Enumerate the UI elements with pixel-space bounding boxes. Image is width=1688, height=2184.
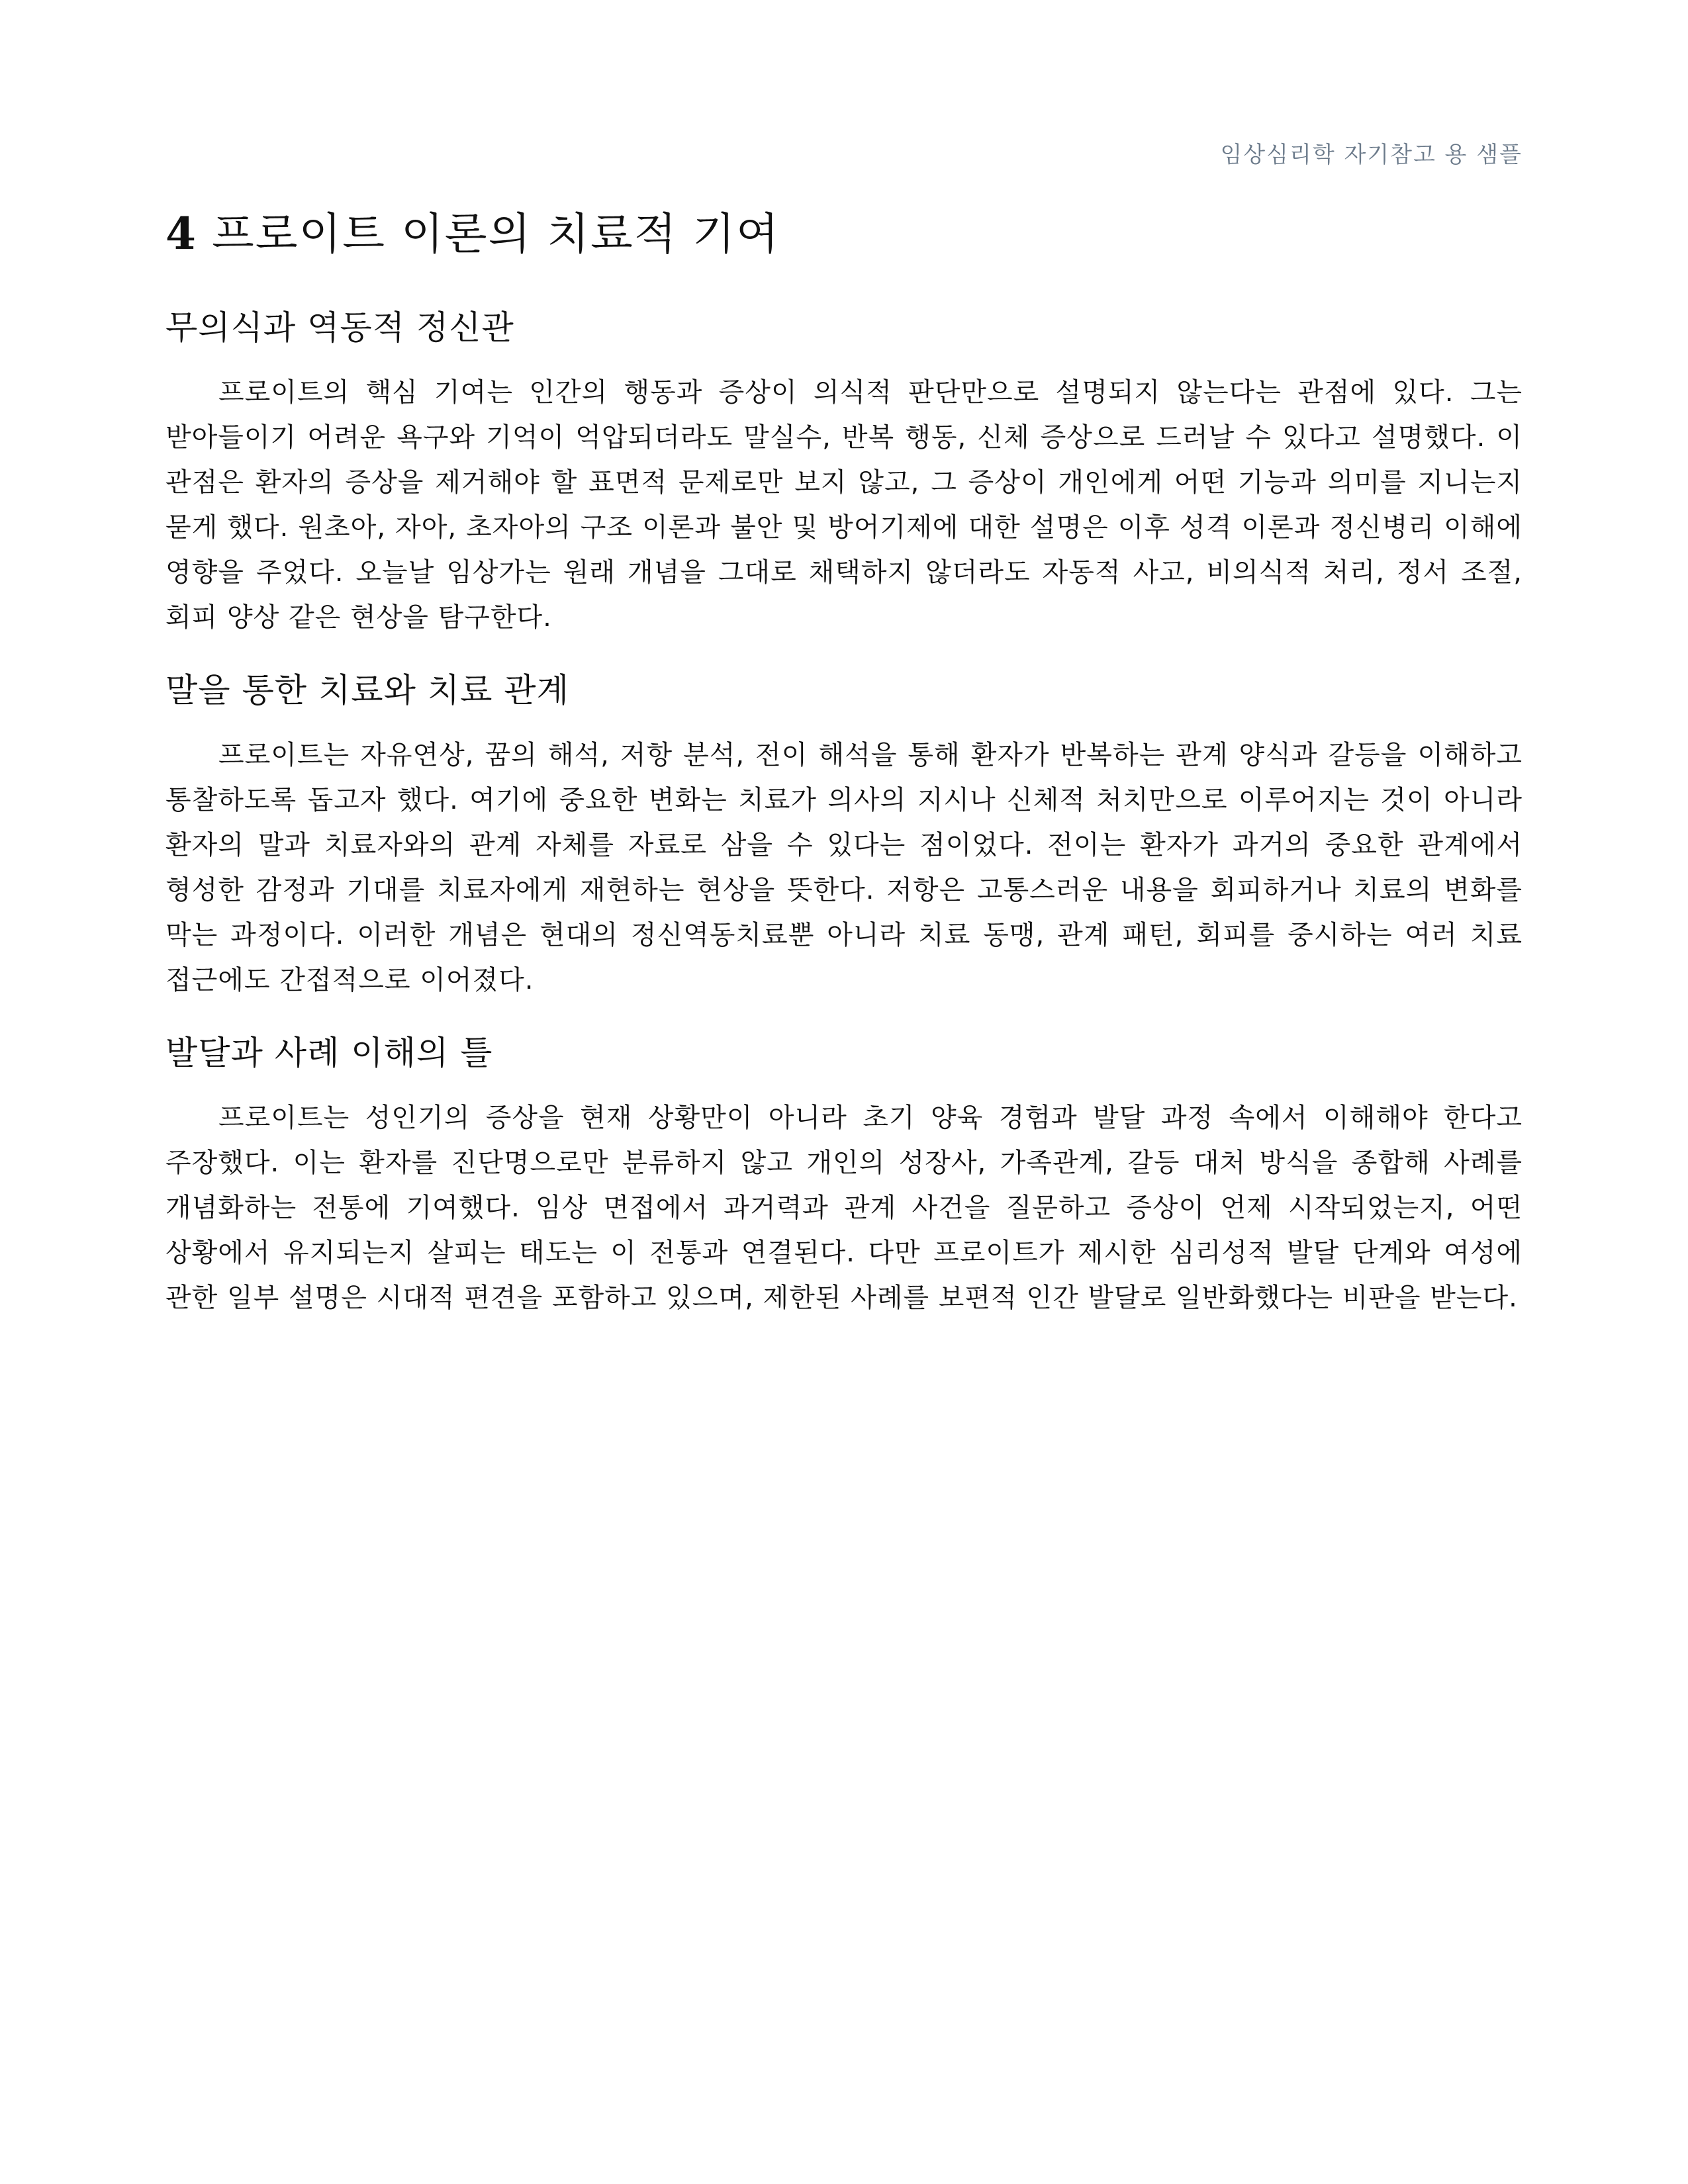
- chapter-title-text: 프로이트 이론의 치료적 기여: [211, 208, 780, 259]
- section-heading-talk-therapy: 말을 통한 치료와 치료 관계: [165, 671, 569, 709]
- section-heading-development: 발달과 사례 이해의 틀: [165, 1034, 493, 1072]
- section-paragraph-talk-therapy: 프로이트는 자유연상, 꿈의 해석, 저항 분석, 전이 해석을 통해 환자가 반복하는 관계 양식과 갈등을 이해하고 통찰하도록 돕고자 했다. 여기에 중요한 변화는 치료가 의사의 지시나 신체적 처치만으로 이루어지는 것이 아니라 환자의 말과 치료자와의 관계 자체를 자료로 삼을 수 있다는 점이었다. 전이는 환자가 과거의 중요한 관계에서 형성한 감정과 기대를 치료자에게 재현하는 현상을 뜻한다. 저항은 고통스러운 내용을 회피하거나 치료의 변화를 막는 과정이다. 이러한 개념은 현대의 정신역동치료뿐 아니라 치료 동맹, 관계 패턴, 회피를 중시하는 여러 치료 접근에도 간접적으로 이어졌다.: [165, 740, 1523, 995]
- section-paragraph-development: 프로이트는 성인기의 증상을 현재 상황만이 아니라 초기 양육 경험과 발달 과정 속에서 이해해야 한다고 주장했다. 이는 환자를 진단명으로만 분류하지 않고 개인의 성장사, 가족관계, 갈등 대처 방식을 종합해 사례를 개념화하는 전통에 기여했다. 임상 면접에서 과거력과 관계 사건을 질문하고 증상이 언제 시작되었는지, 어떤 상황에서 유지되는지 살피는 태도는 이 전통과 연결된다. 다만 프로이트가 제시한 심리성적 발달 단계와 여성에 관한 일부 설명은 시대적 편견을 포함하고 있으며, 제한된 사례를 보편적 인간 발달로 일반화했다는 비판을 받는다.: [165, 1103, 1523, 1313]
- section-heading-unconscious: 무의식과 역동적 정신관: [165, 308, 514, 347]
- page-content: [165, 199, 1523, 1344]
- chapter-title: [165, 199, 1523, 261]
- section-paragraph-unconscious: 프로이트의 핵심 기여는 인간의 행동과 증상이 의식적 판단만으로 설명되지 않는다는 관점에 있다. 그는 받아들이기 어려운 욕구와 기억이 억압되더라도 말실수, 반복 행동, 신체 증상으로 드러날 수 있다고 설명했다. 이 관점은 환자의 증상을 제거해야 할 표면적 문제로만 보지 않고, 그 증상이 개인에게 어떤 기능과 의미를 지니는지 묻게 했다. 원초아, 자아, 초자아의 구조 이론과 불안 및 방어기제에 대한 설명은 이후 성격 이론과 정신병리 이해에 영향을 주었다. 오늘날 임상가는 원래 개념을 그대로 채택하지 않더라도 자동적 사고, 비의식적 처리, 정서 조절, 회피 양상 같은 현상을 탐구한다.: [165, 377, 1523, 633]
- chapter-number: 4: [165, 208, 197, 259]
- running-header: 임상심리학 자기참고 용 샘플: [1220, 142, 1523, 168]
